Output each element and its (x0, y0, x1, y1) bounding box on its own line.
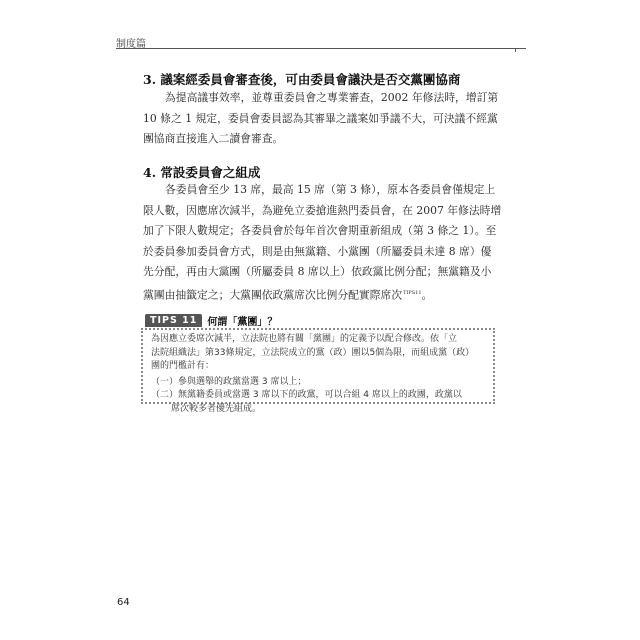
section-4-heading: 4. 常設委員會之組成 (143, 165, 261, 180)
paragraph-line: 團協商直接進入二讀會審查。 (143, 132, 284, 145)
tips-list-item-continuation: 席次較多者優先組成。 (171, 403, 262, 414)
tips-line: 團的門檻計有： (151, 361, 215, 372)
paragraph-line (143, 283, 488, 306)
header-rule (116, 48, 526, 49)
section-3-heading: 3. 議案經委員會審查後，可由委員會議決是否交黨團協商 (143, 72, 461, 87)
tips-list-item: （一）參與選舉的政黨當選 3 席以上； (151, 376, 307, 387)
header-rule-tick (515, 48, 516, 52)
paragraph-line: 10 條之 1 規定，委員會委員認為其審畢之議案如爭議不大，可決議不經黨 (143, 111, 498, 125)
section-4-paragraph (143, 180, 502, 306)
footnote-reference[interactable]: TIPS11 (403, 289, 422, 296)
tips-line: 為因應立委席次減半，立法院也將有關「黨團」的定義予以配合修改。依「立 (151, 334, 458, 344)
tips-label (145, 312, 277, 328)
tips-line: 法院組織法」第33條規定，立法院成立的黨（政）團以5個為限，而組成黨（政） (151, 347, 475, 358)
page-number: 64 (117, 597, 130, 608)
tips-list-item: （二）無黨籍委員或當選 3 席以下的政黨，可以合組 4 席以上的政團，政黨以 (151, 390, 462, 401)
paragraph-line: 各委員會至少 13 席，最高 15 席（第 3 條），原本各委員會僅規定上 (165, 183, 496, 196)
running-header: 制度篇 (116, 39, 146, 50)
paragraph-line: 於委員參加委員會方式，則是由無黨籍、小黨團（所屬委員未達 8 席）優 (143, 244, 492, 258)
tips-box (141, 328, 495, 414)
paragraph-line: 為提高議事效率，並尊重委員會之專業審查，2002 年修法時，增訂第 (165, 91, 499, 104)
line-end-punctuation: 。 (421, 288, 433, 302)
paragraph-line: 加了下限人數規定；各委員會於每年首次會期重新組成（第 3 條之 1）。至 (143, 224, 497, 237)
section-3-paragraph (143, 88, 499, 150)
paragraph-line: 限人數，因應席次減半，為避免立委搶進熱門委員會，在 2007 年修法時增 (143, 203, 502, 217)
tips-badge: TIPS 11 (145, 314, 202, 327)
paragraph-line: 先分配，再由大黨團（所屬委員 8 席以上）依政黨比例分配；無黨籍及小 (143, 265, 492, 278)
paragraph-line-text: 黨團由抽籤定之；大黨團依政黨席次比例分配實際席次 (143, 288, 403, 302)
tips-title: 何謂「黨團」？ (207, 316, 278, 328)
